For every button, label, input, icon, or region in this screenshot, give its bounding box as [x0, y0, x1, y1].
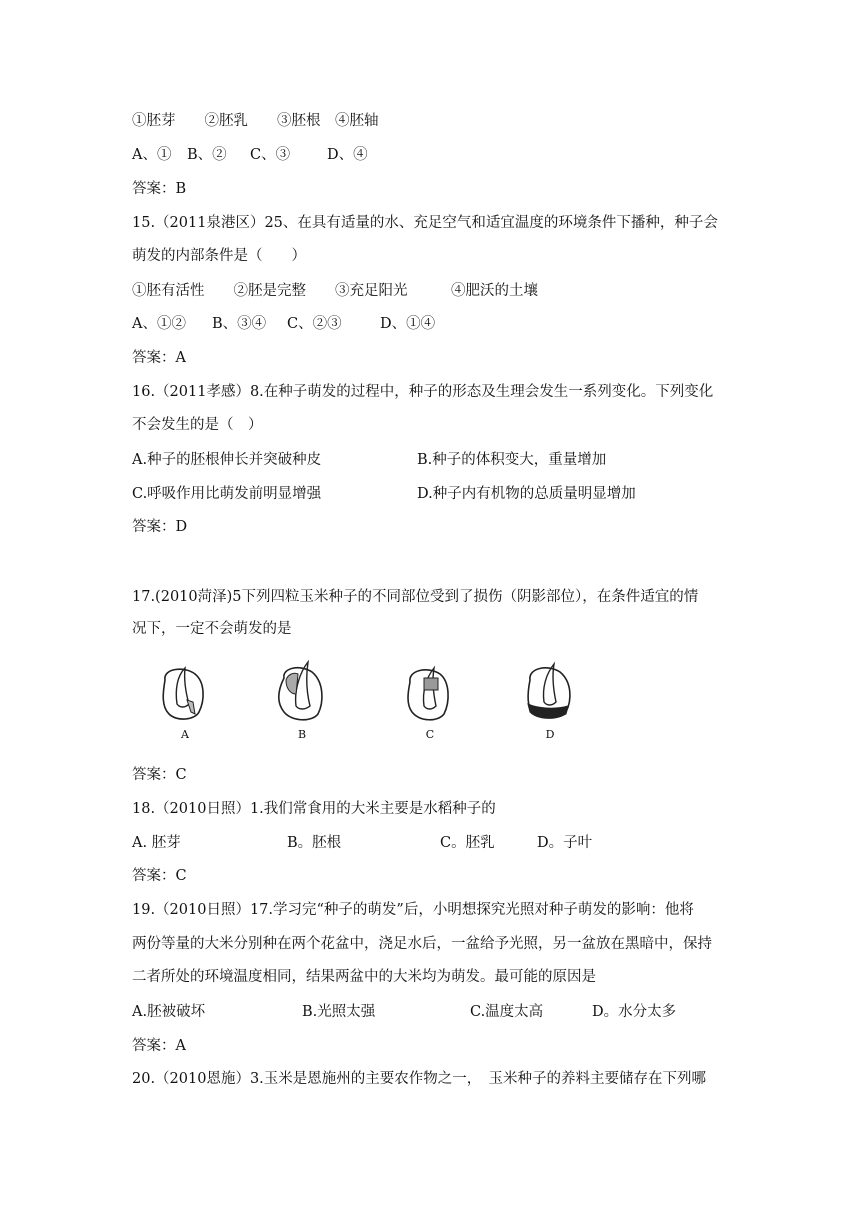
corn-seed-figure: [150, 660, 610, 750]
question-line: 16.（2011孝感）8.在种子萌发的过程中，种子的形态及生理会发生一系列变化。下列变化: [132, 384, 714, 400]
option-a: A、①: [132, 147, 172, 163]
question-line: 况下，一定不会萌发的是: [132, 621, 292, 637]
option-b: B。胚根: [287, 835, 342, 851]
option-d: D。水分太多: [592, 1004, 677, 1020]
option-c: C、③: [250, 147, 291, 163]
option-b: B.种子的体积变大，重量增加: [417, 452, 607, 468]
question-line: 二者所处的环境温度相同，结果两盆中的大米均为萌发。最可能的原因是: [132, 969, 596, 985]
option-d: D。子叶: [537, 835, 593, 851]
question-line: 18.（2010日照）1.我们常食用的大米主要是水稻种子的: [132, 801, 496, 817]
question-line: 19.（2010日照）17.学习完“种子的萌发”后，小明想探究光照对种子萌发的影响：他将: [132, 902, 694, 918]
option-c: C.温度太高: [470, 1004, 544, 1020]
option-b: B、③④: [212, 316, 267, 332]
question-line: 20.（2010恩施）3.玉米是恩施州的主要农作物之一， 玉米种子的养料主要储存在下列哪: [132, 1071, 707, 1087]
question-line: 15.（2011泉港区）25、在具有适量的水、充足空气和适宜温度的环境条件下播种，种子会: [132, 215, 718, 231]
answer-line: 答案：A: [132, 350, 186, 366]
option-c: C、②③: [287, 316, 342, 332]
option-a: A、①②: [132, 316, 186, 332]
seed-b: [272, 660, 342, 748]
seed-b-drawing: [272, 660, 332, 730]
seed-a-drawing: [155, 660, 215, 730]
option-c: C.呼吸作用比萌发前明显增强: [132, 486, 322, 502]
seed-d-label: D: [545, 728, 555, 741]
question-line: 两份等量的大米分别种在两个花盆中，浇足水后，一盆给予光照，另一盆放在黑暗中，保持: [132, 936, 712, 952]
seed-b-label: B: [297, 728, 307, 741]
seed-d-drawing: [520, 660, 580, 730]
option-d: D、①④: [380, 316, 436, 332]
option-a: A. 胚芽: [132, 835, 181, 851]
answer-line: 答案：C: [132, 767, 187, 783]
option-a: A.种子的胚根伸长并突破种皮: [132, 452, 322, 468]
question-line: 17.(2010菏泽)5下列四粒玉米种子的不同部位受到了损伤（阴影部位），在条件适宜的情: [132, 589, 699, 605]
answer-line: 答案：A: [132, 1038, 186, 1054]
seed-a-label: A: [181, 728, 189, 741]
seed-c-label: C: [425, 728, 435, 741]
option-d: D、④: [327, 147, 368, 163]
seed-d: [520, 660, 590, 748]
text-line: ①胚有活性 ②胚是完整 ③充足阳光 ④肥沃的土壤: [132, 283, 538, 299]
option-b: B、②: [187, 147, 227, 163]
seed-c-drawing: [400, 660, 460, 730]
option-d: D.种子内有机物的总质量明显增加: [417, 486, 636, 502]
question-line: 萌发的内部条件是（ ）: [132, 248, 306, 264]
option-a: A.胚被破坏: [132, 1004, 206, 1020]
answer-line: 答案：C: [132, 868, 187, 884]
seed-c: [400, 660, 470, 748]
question-line: 不会发生的是（ ）: [132, 417, 263, 433]
option-b: B.光照太强: [302, 1004, 376, 1020]
text-line: ①胚芽 ②胚乳 ③胚根 ④胚轴: [132, 113, 379, 129]
answer-line: 答案：D: [132, 519, 188, 535]
option-c: C。胚乳: [440, 835, 495, 851]
answer-line: 答案：B: [132, 181, 187, 197]
seed-a: [155, 660, 225, 748]
